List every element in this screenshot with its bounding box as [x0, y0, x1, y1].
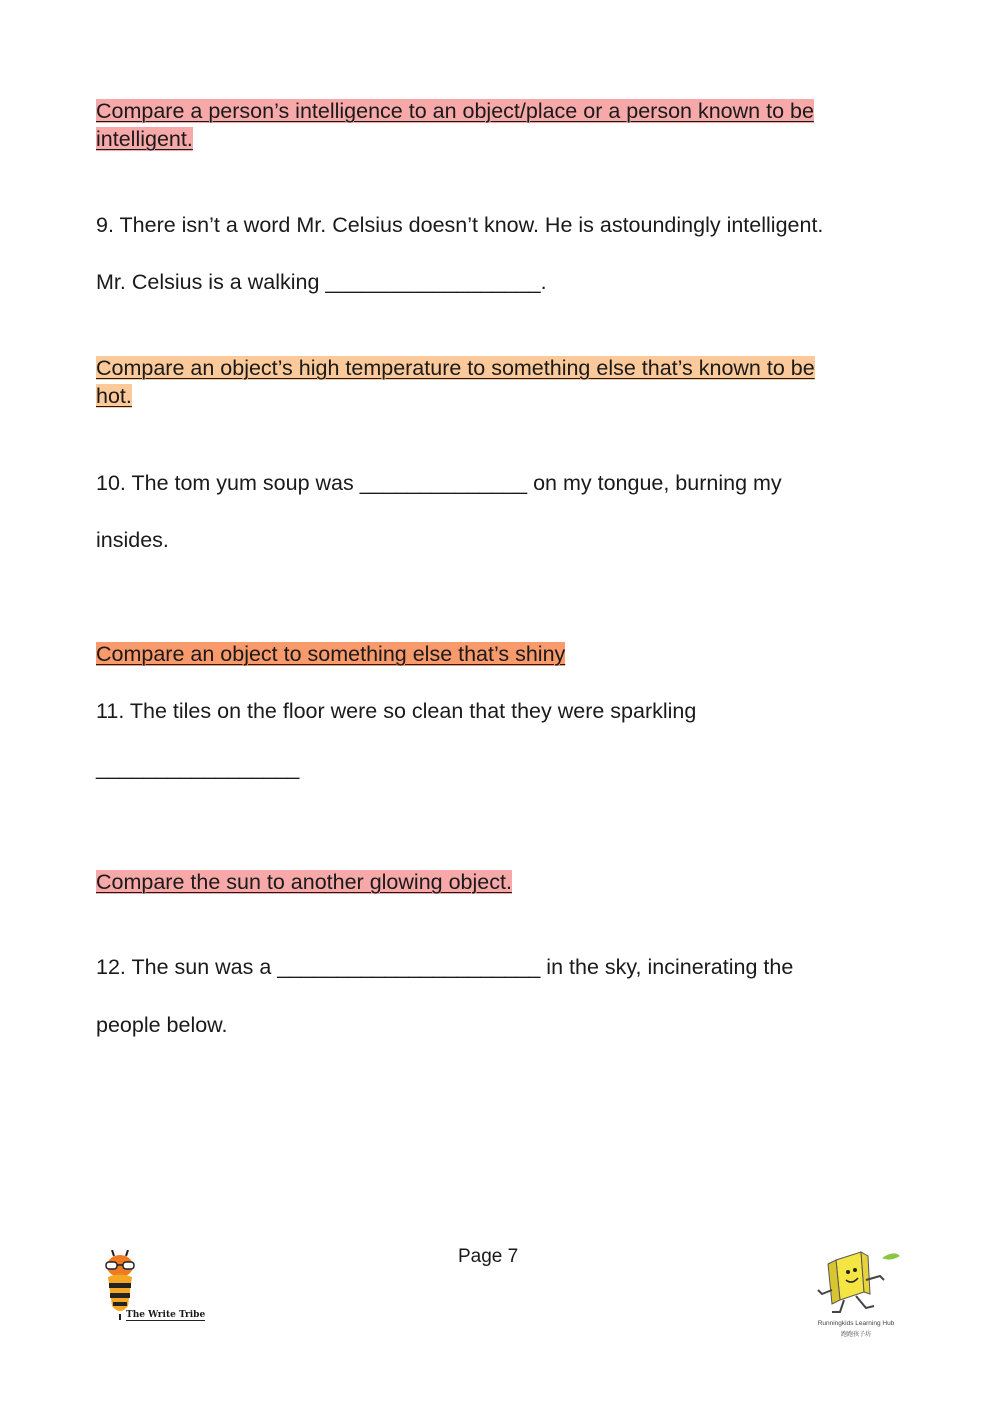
runningkids-logo-text: Runningkids Learning Hub — [817, 1320, 895, 1327]
page-number: Page 7 — [458, 1246, 519, 1267]
heading-line: hot. — [96, 384, 132, 408]
question-9-blank-line: Mr. Celsius is a walking __________________. — [96, 270, 547, 294]
question-9-text: 9. There isn’t a word Mr. Celsius doesn’t know. He is astoundingly intelligent. — [96, 213, 824, 237]
runningkids-logo-subtext: 跑跑孩子坊 — [840, 1332, 871, 1338]
section-11-heading: Compare an object to something else that’s shiny — [96, 642, 566, 666]
write-tribe-logo — [96, 1250, 208, 1330]
running-book-icon — [806, 1240, 906, 1316]
question-12-continuation: people below. — [96, 1013, 228, 1037]
heading-line: intelligent. — [96, 127, 193, 151]
question-11-blank-line: _________________ — [96, 756, 300, 780]
question-12-text: 12. The sun was a ______________________ in the sky, incinerating the — [96, 955, 794, 979]
question-10-continuation: insides. — [96, 528, 169, 552]
question-11-text: 11. The tiles on the floor were so clean that they were sparkling — [96, 699, 697, 723]
runningkids-logo — [806, 1240, 906, 1340]
heading-line: Compare a person’s intelligence to an object/place or a person known to be — [96, 99, 814, 123]
section-9-heading — [96, 97, 896, 153]
section-10-heading — [96, 354, 896, 410]
section-12-heading: Compare the sun to another glowing object. — [96, 870, 512, 894]
heading-line: Compare an object’s high temperature to something else that’s known to be — [96, 356, 815, 380]
question-10-text: 10. The tom yum soup was ______________ on my tongue, burning my — [96, 471, 782, 495]
write-tribe-logo-text: The Write Tribe — [126, 1310, 206, 1320]
